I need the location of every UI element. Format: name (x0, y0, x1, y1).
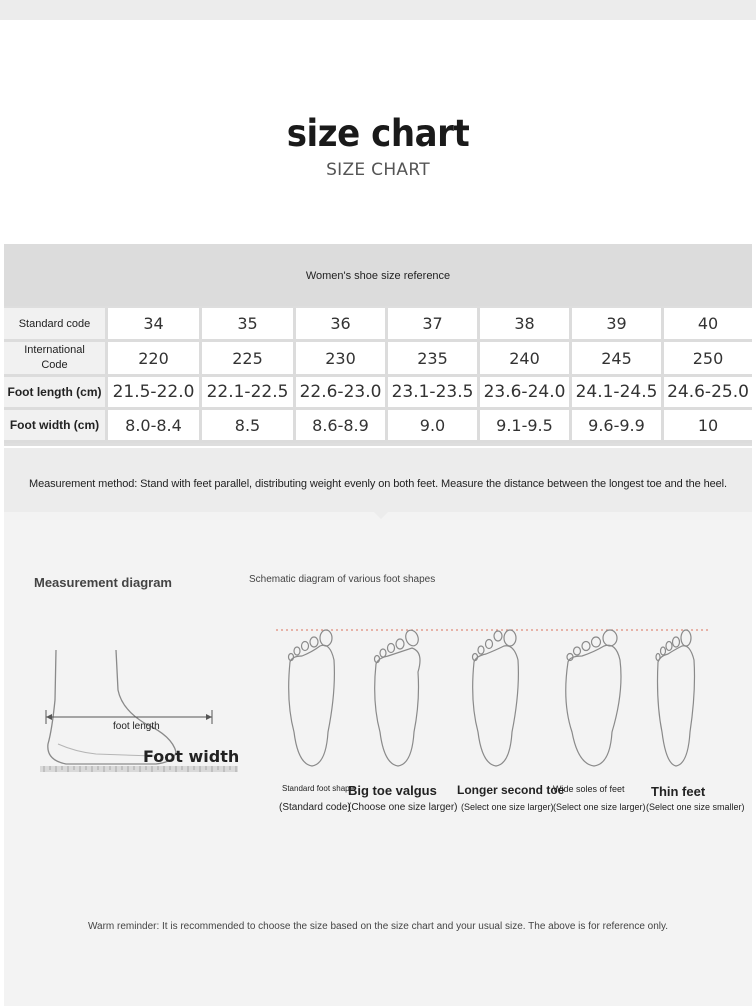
table-cell: 34 (108, 308, 202, 342)
measurement-method-text: Measurement method: Stand with feet parallel, distributing weight evenly on both feet. Measure the distance between the longest toe and the heel. (29, 478, 727, 490)
measurement-diagram-label: Measurement diagram (34, 575, 172, 590)
foot-shape-note: (Select one size smaller) (646, 802, 745, 812)
table-cell: 24.6-25.0 (664, 377, 752, 410)
table-cell: 8.6-8.9 (296, 410, 388, 443)
table-cell: 36 (296, 308, 388, 342)
table-cell: 39 (572, 308, 664, 342)
size-table-header (4, 244, 752, 306)
foot-shape-note: (Standard code) (279, 802, 351, 813)
page-title: size chart (286, 112, 470, 155)
foot-shape-note: (Select one size larger) (553, 802, 646, 812)
warm-reminder: Warm reminder: It is recommended to choose the size based on the size chart and your usual size. The above is for reference only. (87, 921, 669, 932)
foot-shape-name: Thin feet (651, 784, 706, 799)
table-cell: 250 (664, 342, 752, 377)
table-cell: 10 (664, 410, 752, 443)
pointer-notch (372, 510, 390, 519)
table-cell: 220 (108, 342, 202, 377)
measurement-method-band (4, 448, 752, 512)
foot-inner-line (58, 744, 154, 756)
longer-second-toe-shape (473, 630, 519, 766)
table-cell: 37 (388, 308, 480, 342)
row-label: Foot length (cm) (4, 377, 108, 410)
table-cell: 245 (572, 342, 664, 377)
foot-shape-name: Standard foot shape (282, 784, 355, 793)
table-cell: 240 (480, 342, 572, 377)
table-cell: 23.1-23.5 (388, 377, 480, 410)
table-cell: 8.5 (202, 410, 296, 443)
foot-shape-name: Big toe valgus (348, 783, 437, 798)
table-cell: 21.5-22.0 (108, 377, 202, 410)
table-cell: 35 (202, 308, 296, 342)
table-cell: 9.1-9.5 (480, 410, 572, 443)
foot-shape-name: Wide soles of feet (553, 784, 625, 794)
top-bar (0, 0, 756, 20)
table-cell: 235 (388, 342, 480, 377)
foot-shape-name: Longer second toe (457, 783, 565, 797)
foot-length-label: foot length (113, 721, 160, 732)
standard-foot-shape (289, 630, 335, 766)
foot-width-label: Foot width (143, 747, 240, 766)
row-label: International Code (4, 342, 108, 377)
size-table-panel (4, 244, 752, 446)
table-cell: 24.1-24.5 (572, 377, 664, 410)
row-label: Foot width (cm) (4, 410, 108, 443)
foot-shapes-illustration (272, 622, 712, 772)
page-subtitle: SIZE CHART (326, 160, 430, 180)
table-cell: 230 (296, 342, 388, 377)
foot-shapes-label: Schematic diagram of various foot shapes (249, 574, 436, 585)
wide-sole-shape (566, 630, 621, 766)
table-row (4, 410, 752, 443)
table-cell: 23.6-24.0 (480, 377, 572, 410)
thin-foot-shape (656, 630, 695, 766)
table-cell: 9.0 (388, 410, 480, 443)
table-cell: 225 (202, 342, 296, 377)
table-cell: 22.1-22.5 (202, 377, 296, 410)
table-cell: 9.6-9.9 (572, 410, 664, 443)
size-table-caption: Women's shoe size reference (305, 270, 451, 282)
foot-shape-note: (Choose one size larger) (348, 802, 458, 813)
table-row (4, 308, 752, 342)
row-label: Standard code (4, 308, 108, 342)
foot-shape-note: (Select one size larger) (461, 802, 554, 812)
table-cell: 22.6-23.0 (296, 377, 388, 410)
table-row (4, 377, 752, 410)
table-cell: 38 (480, 308, 572, 342)
size-table (4, 308, 752, 443)
table-cell: 8.0-8.4 (108, 410, 202, 443)
big-toe-valgus-shape (375, 628, 421, 766)
measuring-ruler (40, 766, 238, 772)
table-row (4, 342, 752, 377)
table-cell: 40 (664, 308, 752, 342)
